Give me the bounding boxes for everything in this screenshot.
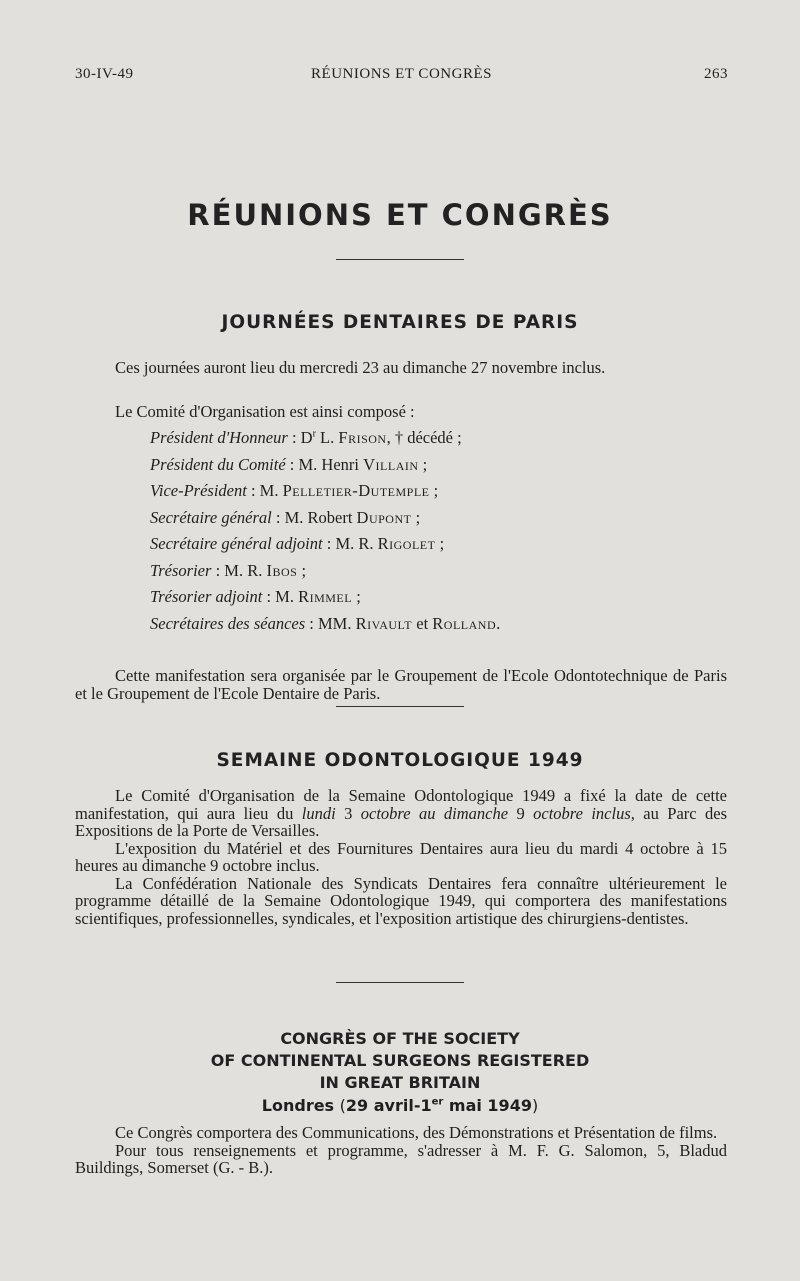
journees-closing: Cette manifestation sera organisée par le Groupement de l'Ecole Odontotechnique de Paris et le Groupement de l'Ecole Dentaire de Paris.: [75, 666, 727, 703]
semaine-paragraph-1: Le Comité d'Organisation de la Semaine Odontologique 1949 a fixé la date de cette manifestation, qui aura lieu du lundi 3 octobre au dimanche 9 octobre inclus, au Parc des Expositions de la Porte de Versailles.: [75, 786, 728, 840]
committee-name: M. R. Ibos ;: [224, 560, 307, 580]
header-date: 30-IV-49: [75, 66, 134, 82]
congres-title-line: IN GREAT BRITAIN: [319, 1073, 481, 1092]
committee-role: Vice-Président: [150, 481, 247, 500]
committee-name: M. Rimmel ;: [275, 587, 361, 606]
committee-name: M. Henri Villain ;: [298, 454, 428, 474]
committee-row: [150, 452, 750, 479]
committee-sep: :: [287, 428, 301, 447]
committee-row: [150, 611, 750, 638]
committee-role: Président d'Honneur: [150, 428, 288, 447]
semaine-text: [75, 787, 727, 927]
committee-row: [150, 478, 750, 505]
committee-sep: :: [211, 560, 225, 580]
journees-title: JOURNÉES DENTAIRES DE PARIS: [221, 312, 579, 333]
committee-name: MM. Rivault et Rolland.: [318, 613, 501, 633]
committee-sep: :: [262, 587, 276, 606]
congres-title-line: CONGRÈS OF THE SOCIETY: [280, 1029, 520, 1048]
page-title: RÉUNIONS ET CONGRÈS: [187, 198, 613, 232]
committee-list: [150, 425, 750, 637]
committee-row: [150, 425, 750, 452]
committee-role: Trésorier adjoint: [150, 587, 263, 606]
congres-dates: 29 avril-1: [345, 1096, 432, 1115]
committee-sep: :: [322, 534, 336, 553]
divider-rule: [336, 982, 464, 983]
committee-sep: :: [271, 507, 285, 527]
committee-name: M. Robert Dupont ;: [284, 507, 421, 527]
congres-paragraph-2: Pour tous renseignements et programme, s'adresser à M. F. G. Salomon, 5, Bladud Buildings, Somerset (G. - B.).: [75, 1140, 727, 1177]
committee-sep: :: [305, 613, 319, 633]
committee-row: [150, 531, 750, 558]
congres-place: Londres: [261, 1096, 335, 1115]
committee-row: [150, 558, 750, 585]
committee-intro: Le Comité d'Organisation est ainsi composé :: [115, 402, 415, 421]
committee-row: [150, 505, 750, 532]
committee-name: M. Pelletier-Dutemple ;: [259, 481, 439, 500]
congres-text: [75, 1124, 727, 1177]
semaine-paragraph-2: L'exposition du Matériel et des Fournitures Dentaires aura lieu du mardi 4 octobre à 15 heures au dimanche 9 octobre inclus.: [75, 838, 727, 875]
committee-intro-block: [75, 403, 727, 421]
journees-intro-block: [75, 359, 727, 377]
committee-name: $D^r$ L. Frison, † décédé ;: [300, 428, 462, 447]
congres-title: [0, 1028, 800, 1094]
semaine-paragraph-3: La Confédération Nationale des Syndicats Dentaires fera connaître ultérieurement le programme détaillé de la Semaine Odontologique 1949, qui comportera des manifestations scientifiques, professionnelles, syndicales, et l'exposition artistique des chirurgiens-dentistes.: [75, 873, 727, 928]
header-page-number: 263: [704, 66, 728, 82]
divider-rule: [336, 259, 464, 260]
journees-closing-block: [75, 667, 727, 702]
semaine-title: SEMAINE ODONTOLOGIQUE 1949: [216, 750, 584, 771]
committee-sep: :: [285, 454, 299, 474]
committee-row: [150, 584, 750, 611]
journees-intro: Ces journées auront lieu du mercredi 23 au dimanche 27 novembre inclus.: [115, 358, 606, 377]
committee-name: M. R. Rigolet ;: [335, 534, 445, 553]
divider-rule: [336, 706, 464, 707]
congres-title-line: OF CONTINENTAL SURGEONS REGISTERED: [210, 1051, 590, 1070]
committee-role: Secrétaire général: [150, 507, 272, 527]
congres-location-dates: Londres (29 avril-1er mai 1949): [261, 1096, 539, 1115]
running-header: [75, 66, 728, 83]
committee-role: Trésorier: [150, 560, 212, 580]
committee-role: Secrétaire général adjoint: [150, 534, 323, 553]
committee-role: Président du Comité: [150, 454, 286, 474]
committee-sep: :: [246, 481, 260, 500]
congres-paragraph-1: Ce Congrès comportera des Communications, des Démonstrations et Présentation de films.: [115, 1123, 718, 1142]
committee-role: Secrétaires des séances: [150, 613, 306, 633]
header-running-title: RÉUNIONS ET CONGRÈS: [311, 66, 492, 82]
